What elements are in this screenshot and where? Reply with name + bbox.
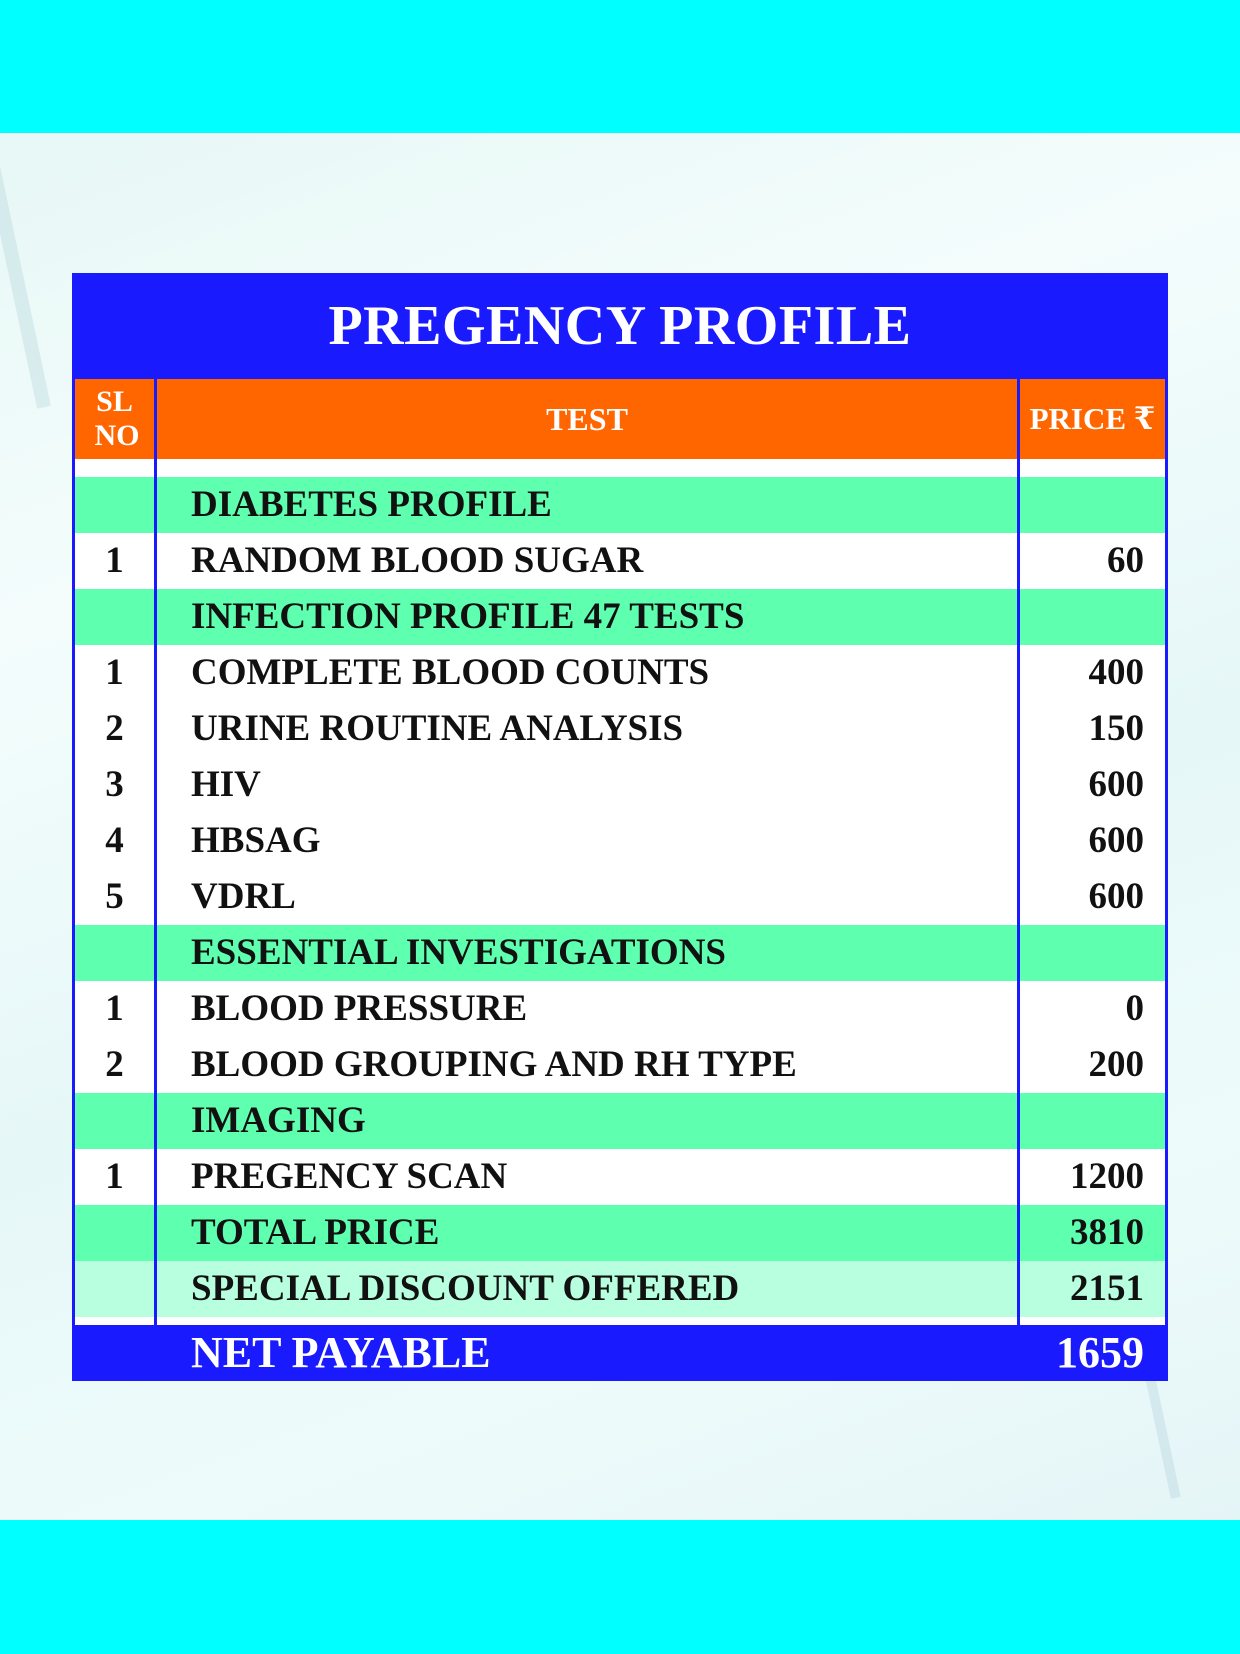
row-test-name: URINE ROUTINE ANALYSIS <box>191 708 684 749</box>
table-row <box>72 813 1168 869</box>
header-sl-no-label: SL NO <box>94 385 140 452</box>
table-row <box>72 533 1168 589</box>
row-price: 3810 <box>1070 1212 1144 1253</box>
row-test-name: IMAGING <box>191 1100 366 1141</box>
column-divider-sl <box>154 379 157 1325</box>
discount-row <box>72 1261 1168 1317</box>
row-sl-no: 1 <box>105 1156 124 1197</box>
section-row <box>72 589 1168 645</box>
price-table <box>72 273 1168 1381</box>
row-test-name: HBSAG <box>191 820 321 861</box>
row-sl-no: 2 <box>105 1044 124 1085</box>
section-row <box>72 477 1168 533</box>
row-test-name: RANDOM BLOOD SUGAR <box>191 540 644 581</box>
table-row <box>72 701 1168 757</box>
row-price: 600 <box>1088 764 1144 805</box>
net-payable-label: NET PAYABLE <box>191 1328 491 1377</box>
row-price: 0 <box>1125 988 1144 1029</box>
row-price: 600 <box>1088 876 1144 917</box>
row-test-name: BLOOD GROUPING AND RH TYPE <box>191 1044 797 1085</box>
row-sl-no: 3 <box>105 764 124 805</box>
background-streak <box>0 151 51 408</box>
row-test-name: TOTAL PRICE <box>191 1212 440 1253</box>
header-test: TEST <box>157 379 1017 459</box>
row-sl-no: 1 <box>105 540 124 581</box>
net-payable-row <box>72 1325 1168 1381</box>
table-title: PREGENCY PROFILE <box>72 273 1168 379</box>
table-right-edge <box>1165 379 1168 1325</box>
row-price: 150 <box>1088 708 1144 749</box>
row-sl-no: 2 <box>105 708 124 749</box>
row-sl-no: 1 <box>105 988 124 1029</box>
table-row <box>72 757 1168 813</box>
row-test-name: SPECIAL DISCOUNT OFFERED <box>191 1268 740 1309</box>
row-price: 600 <box>1088 820 1144 861</box>
table-left-edge <box>72 379 75 1325</box>
table-row <box>72 1149 1168 1205</box>
row-test-name: COMPLETE BLOOD COUNTS <box>191 652 710 693</box>
section-row <box>72 1093 1168 1149</box>
row-test-name: DIABETES PROFILE <box>191 484 552 525</box>
table-row <box>72 645 1168 701</box>
header-sl-no <box>75 379 154 459</box>
column-divider-price <box>1017 379 1020 1325</box>
row-sl-no: 4 <box>105 820 124 861</box>
row-price: 2151 <box>1070 1268 1144 1309</box>
table-row <box>72 1037 1168 1093</box>
row-price: 60 <box>1107 540 1144 581</box>
row-price: 200 <box>1088 1044 1144 1085</box>
row-sl-no: 5 <box>105 876 124 917</box>
table-body <box>72 477 1168 1317</box>
row-test-name: ESSENTIAL INVESTIGATIONS <box>191 932 727 973</box>
row-test-name: VDRL <box>191 876 296 917</box>
total-row <box>72 1205 1168 1261</box>
row-price: 400 <box>1088 652 1144 693</box>
header-price: PRICE ₹ <box>1020 379 1165 459</box>
row-sl-no: 1 <box>105 652 124 693</box>
row-test-name: PREGENCY SCAN <box>191 1156 508 1197</box>
top-band <box>0 0 1240 133</box>
table-row <box>72 869 1168 925</box>
row-test-name: BLOOD PRESSURE <box>191 988 528 1029</box>
net-payable-value: 1659 <box>1056 1328 1144 1377</box>
section-row <box>72 925 1168 981</box>
bottom-band <box>0 1520 1240 1654</box>
row-price: 1200 <box>1070 1156 1144 1197</box>
row-test-name: INFECTION PROFILE 47 TESTS <box>191 596 745 637</box>
table-row <box>72 981 1168 1037</box>
row-test-name: HIV <box>191 764 261 805</box>
